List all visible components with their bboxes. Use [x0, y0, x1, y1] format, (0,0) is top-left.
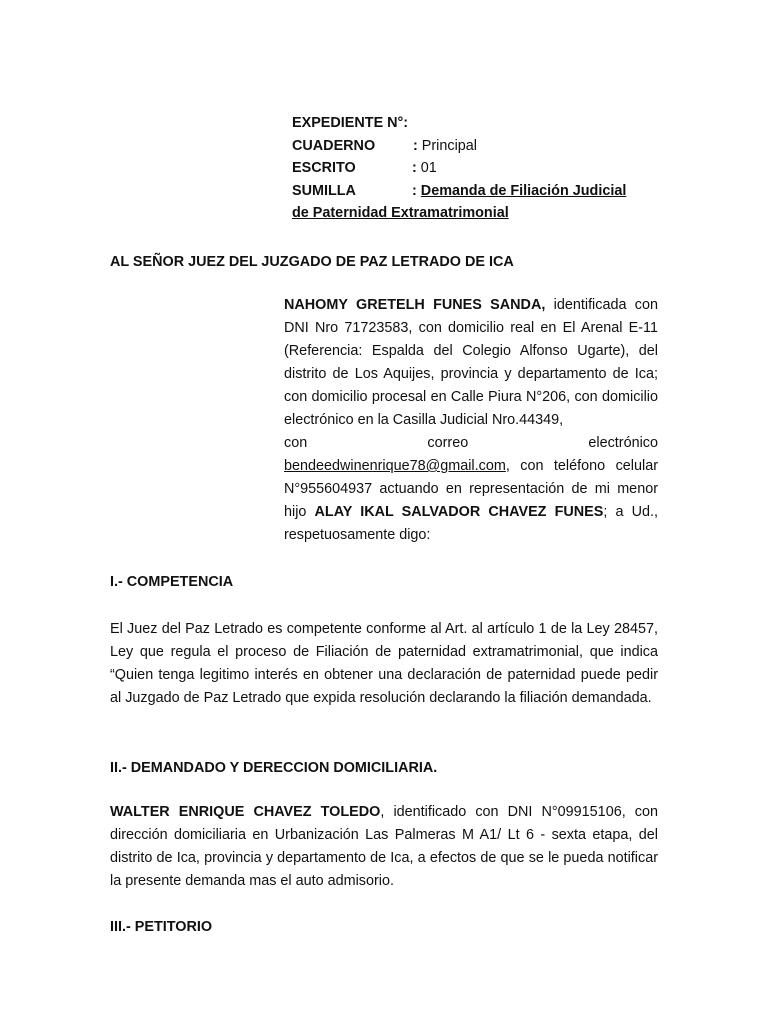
section-demandado-title: II.- DEMANDADO Y DERECCION DOMICILIARIA. [110, 760, 438, 776]
cuaderno-colon: : [413, 137, 418, 154]
intro-word-electronico: electrónico [588, 435, 658, 451]
expediente-label: EXPEDIENTE N°: [292, 115, 409, 131]
defendant-name: WALTER ENRIQUE CHAVEZ TOLEDO [110, 804, 381, 820]
escrito-value: 01 [416, 160, 437, 176]
intro-text-1: identificada con DNI Nro 71723583, con domicilio real en El Arenal E-11 (Referencia: Espalda del Colegio Alfonso Ugarte), del distrito de Los Aquijes, provincia y departamento de Ica; con domicilio procesal en Calle Piura N°206, con domicilio electrónico en la Casilla Judicial Nro.44349, [284, 297, 658, 428]
defendant-details: , identificado con DNI N°09915106, con dirección domiciliaria en Urbanización Las Palmeras M A1/ Lt 6 - sexta etapa, del distrito de Ica, provincia y departamento de Ica, a efectos de que se le pueda notificar la presente demanda mas el auto admisorio. [110, 804, 658, 889]
intro-block-1 [284, 294, 658, 432]
escrito-label: ESCRITO [292, 160, 356, 176]
sumilla-label: SUMILLA [292, 182, 356, 199]
intro-text-2: , con teléfono celular N°955604937 actuando en representación de mi menor hijo [284, 458, 658, 520]
section-competencia-title: I.- COMPETENCIA [110, 574, 234, 590]
plaintiff-name: NAHOMY GRETELH FUNES SANDA, [284, 297, 546, 313]
section-petitorio-title: III.- PETITORIO [110, 919, 213, 935]
escrito-colon: : [412, 160, 417, 176]
intro-word-con: con [284, 435, 308, 451]
addressee-line: AL SEÑOR JUEZ DEL JUZGADO DE PAZ LETRADO DE ICA [110, 254, 514, 270]
intro-block-2 [284, 455, 658, 547]
section-competencia-body: El Juez del Paz Letrado es competente conforme al Art. al artículo 1 de la Ley 28457, Ley que regula el proceso de Filiación de paternidad extramatrimonial, que indica “Quien tenga legitimo interés en obtener una declaración de paternidad puede pedir al Juzgado de Paz Letrado que expida resolución declarando la filiación demandada. [110, 621, 658, 706]
sumilla-row-2 [292, 202, 652, 225]
case-header [292, 112, 652, 225]
intro-spread-line [284, 432, 658, 455]
intro-word-correo: correo [427, 435, 469, 451]
cuaderno-label: CUADERNO [292, 137, 376, 154]
cuaderno-row [292, 135, 652, 158]
escrito-row [292, 157, 652, 180]
section-demandado-body [110, 801, 658, 893]
email-link[interactable]: bendeedwinenrique78@gmail.com [284, 458, 506, 474]
sumilla-row [292, 180, 652, 203]
plaintiff-intro [284, 294, 658, 547]
sumilla-value-line1: Demanda de Filiación Judicial [420, 182, 627, 199]
sumilla-value-line2: de Paternidad Extramatrimonial [292, 205, 509, 221]
intro-text-3: ; a Ud., respetuosamente digo: [284, 504, 658, 543]
child-name: ALAY IKAL SALVADOR CHAVEZ FUNES [314, 504, 604, 520]
sumilla-colon: : [412, 182, 421, 199]
expediente-row [292, 112, 652, 135]
cuaderno-value: Principal [417, 137, 477, 154]
